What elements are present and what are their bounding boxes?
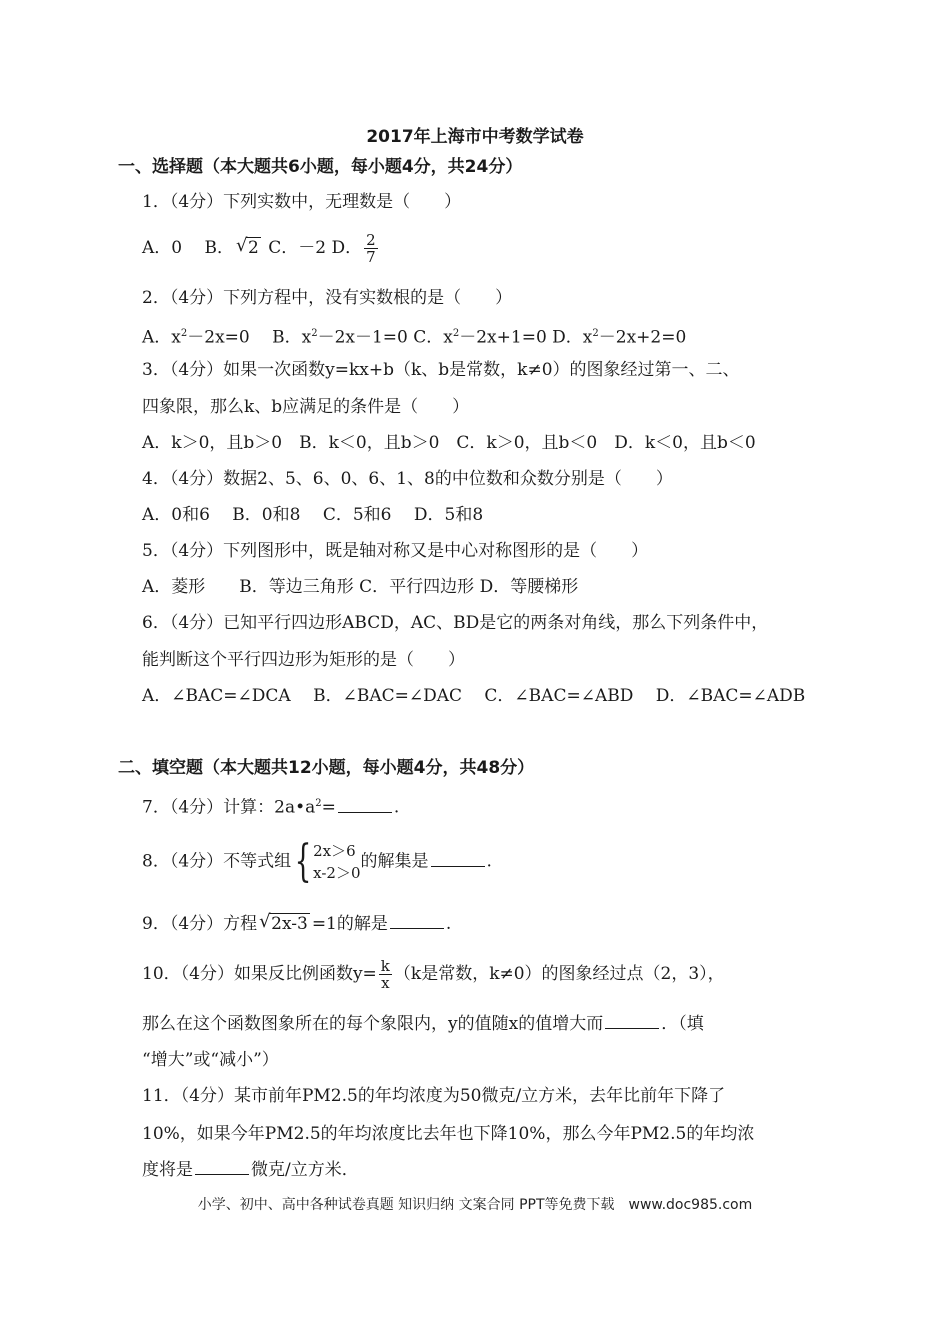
q10-text: ．（填: [661, 1014, 704, 1034]
q8-period: .: [486, 851, 492, 872]
exponent: 2: [180, 328, 188, 339]
inequality-system: [313, 840, 360, 884]
sqrt-symbol: [236, 236, 261, 260]
fraction-denominator: x: [381, 974, 390, 992]
section-heading-fill: 二、填空题（本大题共12小题，每小题4分，共48分）: [118, 758, 535, 778]
radical-sign: √: [236, 235, 248, 256]
question-6-stem-cont: 能判断这个平行四边形为矩形的是（ ）: [142, 650, 465, 670]
q10-text: 10．（4分）如果反比例函数y=: [142, 964, 377, 984]
inequality-row: x-2＞0: [313, 864, 361, 882]
question-11-line2: 10%，如果今年PM2.5的年均浓度比去年也下降10%，那么今年PM2.5的年均浓: [142, 1124, 755, 1144]
q7-period: .: [393, 797, 400, 818]
question-3-stem-cont: 四象限，那么k、b应满足的条件是（ ）: [142, 397, 470, 417]
fraction-denominator: 7: [366, 248, 376, 266]
question-6-stem: 6．（4分）已知平行四边形ABCD，AC、BD是它的两条对角线，那么下列条件中，: [142, 613, 769, 633]
q9-text: 9．（4分）方程: [142, 914, 258, 934]
page-title: 2017年上海市中考数学试卷: [366, 127, 584, 147]
answer-blank: [431, 852, 485, 867]
q2-part: －2x－1=0 C．x: [317, 327, 453, 348]
question-3-options: A．k＞0，且b＞0 B．k＜0，且b＞0 C．k＞0，且b＜0 D．k＜0，且b＜0: [142, 433, 756, 453]
exponent: 2: [315, 798, 322, 809]
answer-blank: [338, 798, 392, 813]
fraction: [379, 958, 392, 991]
q7-equals: =: [321, 797, 336, 818]
q2-part: A．x: [142, 327, 181, 348]
fraction-numerator: 2: [366, 231, 376, 249]
answer-blank: [390, 914, 444, 929]
q9-text: =1的解是: [311, 914, 388, 934]
answer-blank: [605, 1014, 659, 1029]
question-10-line3: “增大”或“减小”）: [142, 1050, 279, 1070]
radical-sign: √: [259, 911, 271, 932]
q2-part: －2x=0 B．x: [187, 327, 312, 348]
question-5-options: A．菱形 B．等边三角形 C．平行四边形 D．等腰梯形: [142, 577, 579, 597]
footer-note: 小学、初中、高中各种试卷真题 知识归纳 文案合同 PPT等免费下载 www.doc985.com: [197, 1197, 753, 1213]
q2-part: －2x+1=0 D．x: [459, 327, 593, 348]
question-3-stem: 3．（4分）如果一次函数y=kx+b（k、b是常数，k≠0）的图象经过第一、二、: [142, 360, 740, 380]
sqrt-radicand: 2: [248, 238, 259, 258]
answer-blank: [195, 1160, 249, 1175]
question-10-line2: [142, 1012, 704, 1036]
q10-text: 那么在这个函数图象所在的每个象限内，y的值随x的值增大而: [142, 1014, 604, 1034]
brace-symbol: {: [294, 836, 312, 887]
q1-option-cd: C．－2 D．: [262, 238, 363, 258]
q7-text: 7．（4分）计算：2a•a: [142, 797, 316, 818]
exponent: 2: [592, 328, 599, 339]
section-heading-choice: 一、选择题（本大题共6小题，每小题4分，共24分）: [118, 157, 523, 177]
inequality-row: 2x＞6: [313, 842, 356, 860]
exponent: 2: [311, 328, 318, 339]
question-8: [142, 836, 492, 887]
question-5-stem: 5．（4分）下列图形中，既是轴对称又是中心对称图形的是（ ）: [142, 541, 649, 561]
exponent: 2: [452, 328, 460, 339]
question-4-stem: 4．（4分）数据2、5、6、0、6、1、8的中位数和众数分别是（ ）: [142, 469, 673, 489]
question-2-options: [142, 322, 686, 350]
question-6-options: A．∠BAC=∠DCA B．∠BAC=∠DAC C．∠BAC=∠ABD D．∠BAC=∠ADB: [142, 686, 806, 706]
question-9: [142, 912, 451, 936]
question-1-options: [142, 232, 380, 265]
q1-option-ab: A．0 B．: [142, 238, 234, 258]
q8-text: 8．（4分）不等式组: [142, 851, 292, 872]
question-2-stem: 2．（4分）下列方程中，没有实数根的是（ ）: [142, 288, 513, 308]
fraction-numerator: k: [380, 957, 390, 975]
q11-text: 度将是: [142, 1160, 193, 1180]
question-1-stem: 1．（4分）下列实数中，无理数是（ ）: [142, 192, 462, 212]
q9-period: .: [445, 914, 452, 934]
question-4-options: A．0和6 B．0和8 C．5和6 D．5和8: [142, 505, 484, 525]
fraction: [364, 232, 378, 265]
question-10: [142, 958, 725, 991]
question-11-line1: 11．（4分）某市前年PM2.5的年均浓度为50微克/立方米，去年比前年下降了: [142, 1086, 726, 1106]
q10-text: （k是常数，k≠0）的图象经过点（2，3），: [393, 964, 725, 984]
question-7: [142, 792, 399, 820]
question-11-line3: [142, 1158, 359, 1182]
sqrt-radicand: 2x-3: [271, 914, 308, 934]
q2-part: －2x+2=0: [598, 327, 687, 348]
q11-text: 微克/立方米．: [251, 1160, 359, 1180]
q8-text: 的解集是: [360, 851, 429, 872]
sqrt-symbol: [259, 912, 310, 936]
